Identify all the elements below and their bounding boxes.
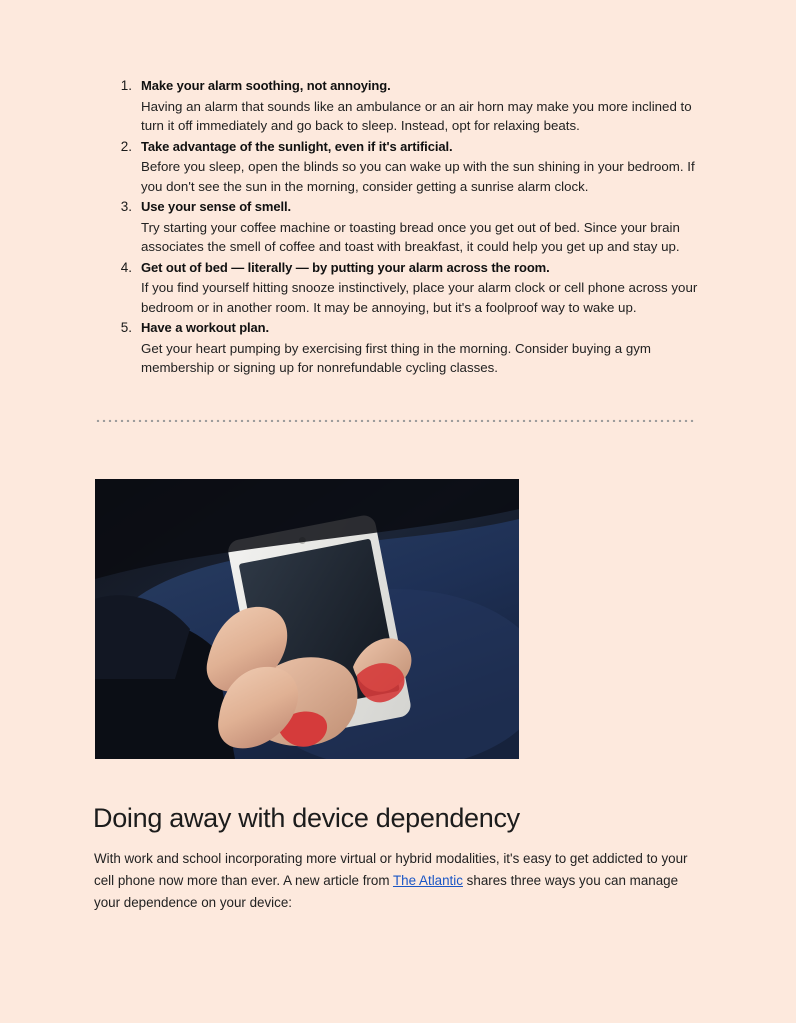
- wake-up-tips-list: [96, 76, 702, 379]
- list-item-title: Make your alarm soothing, not annoying.: [141, 78, 391, 93]
- list-item: [96, 197, 702, 257]
- list-item-body: Try starting your coffee machine or toasting bread once you get out of bed. Since your brain associates the smell of coffee and toast with breakfast, it could help you get up and stay up.: [141, 219, 680, 254]
- article-photo: [95, 479, 519, 759]
- photo-illustration: [95, 479, 519, 759]
- list-item-number: 4.: [120, 259, 132, 275]
- list-item-body: Having an alarm that sounds like an ambulance or an air horn may make you more inclined to turn it off immediately and go back to sleep. Instead, opt for relaxing beats.: [141, 98, 692, 133]
- dotted-divider: [95, 418, 696, 422]
- list-item-title: Take advantage of the sunlight, even if it's artificial.: [141, 138, 453, 154]
- list-item-title: Use your sense of smell.: [141, 199, 292, 214]
- list-item-number: 3.: [120, 199, 132, 214]
- list-item-number: 2.: [120, 138, 132, 154]
- list-item-number: 1.: [120, 78, 132, 93]
- list-item: [96, 318, 702, 378]
- list-item: [96, 76, 702, 136]
- list-item-body: Get your heart pumping by exercising first thing in the morning. Consider buying a gym membership or signing up for nonrefundable cycling classes.: [141, 340, 651, 375]
- paragraph-text-after-link: shares three ways you can manage your dependence on your device:: [94, 873, 679, 910]
- list-item-number: 5.: [120, 320, 132, 335]
- list-item-body: Before you sleep, open the blinds so you can wake up with the sun shining in your bedroom. If you don't see the sun in the morning, consider getting a sunrise alarm clock.: [141, 159, 695, 194]
- list-item: [96, 137, 702, 197]
- list-item-title: Have a workout plan.: [141, 320, 270, 335]
- list-item-title: Get out of bed — literally — by putting your alarm across the room.: [141, 259, 550, 275]
- the-atlantic-link[interactable]: The Atlantic: [392, 873, 463, 888]
- section-paragraph: [94, 848, 694, 914]
- paragraph-text-before-link: With work and school incorporating more virtual or hybrid modalities, it's easy to get addicted to your cell phone now more than ever. A new article from: [94, 851, 688, 888]
- section-heading: Doing away with device dependency: [93, 803, 520, 833]
- list-item: [96, 258, 702, 318]
- list-item-body: If you find yourself hitting snooze instinctively, place your alarm clock or cell phone across your bedroom or in another room. It may be annoying, but it's a foolproof way to wake up.: [141, 280, 698, 315]
